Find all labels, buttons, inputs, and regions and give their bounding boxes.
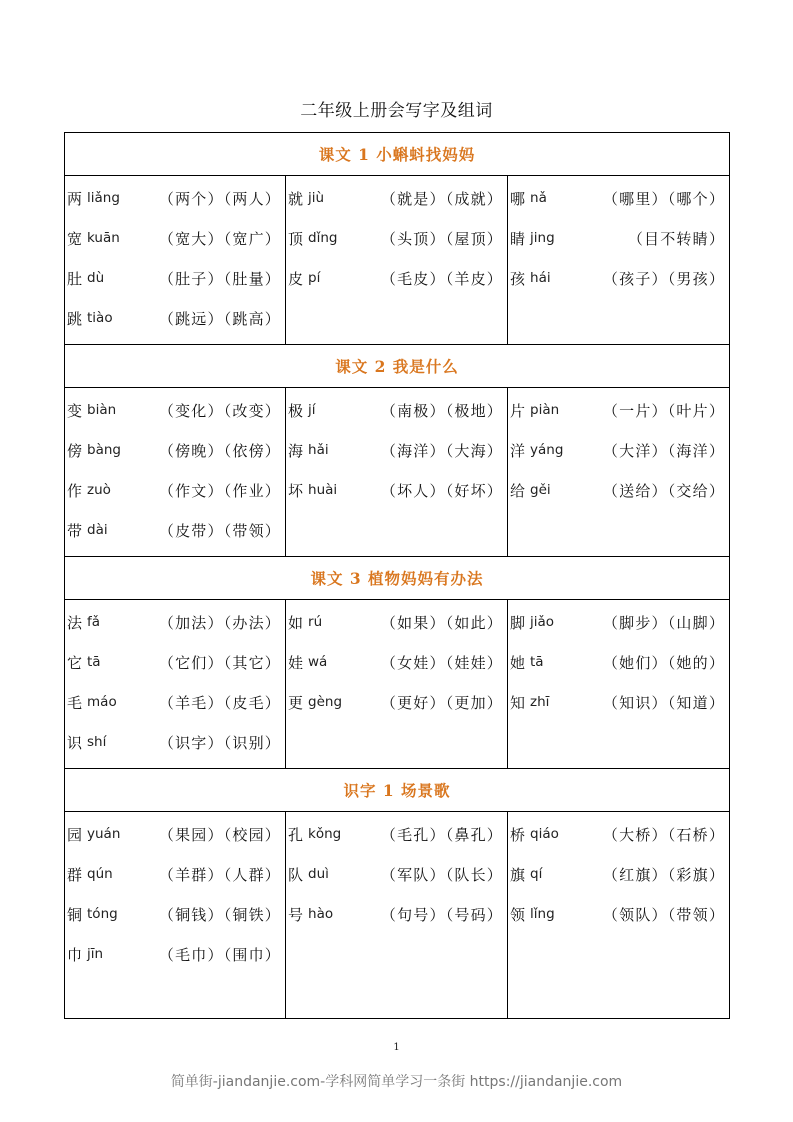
- word-entry: [65, 178, 285, 218]
- character: 队: [288, 865, 304, 884]
- pinyin: tā: [530, 654, 544, 670]
- character: 肚: [67, 269, 83, 288]
- word-groups: （毛巾）（围巾）: [158, 945, 281, 964]
- word-entry: [286, 814, 507, 854]
- word-groups: （宽大）（宽广）: [158, 229, 281, 248]
- pinyin: pí: [308, 270, 321, 286]
- word-entry: [286, 682, 507, 722]
- word-entry: [508, 218, 729, 258]
- pinyin: dù: [87, 270, 105, 286]
- word-groups: （铜钱）（铜铁）: [158, 905, 281, 924]
- word-entry: [286, 430, 507, 470]
- character: 法: [67, 613, 83, 632]
- pinyin: qí: [530, 866, 543, 882]
- word-groups: （皮带）（带领）: [158, 521, 281, 540]
- word-entry: [508, 470, 729, 510]
- word-column: [508, 600, 730, 769]
- character: 知: [510, 693, 526, 712]
- character: 号: [288, 905, 304, 924]
- word-entry: [65, 510, 285, 550]
- word-column: [65, 600, 286, 769]
- word-groups: （羊群）（人群）: [158, 865, 281, 884]
- word-groups: （哪里）（哪个）: [602, 189, 726, 208]
- character: 毛: [67, 693, 83, 712]
- pinyin: qiáo: [530, 826, 559, 842]
- character: 桥: [510, 825, 526, 844]
- word-entry: [508, 602, 729, 642]
- character: 旗: [510, 865, 526, 884]
- word-entry: [508, 682, 729, 722]
- character: 巾: [67, 945, 83, 964]
- word-groups: （作文）（作业）: [158, 481, 281, 500]
- section-body: [65, 812, 730, 1019]
- section-body: [65, 388, 730, 557]
- word-groups: （女娃）（娃娃）: [380, 653, 503, 672]
- character: 两: [67, 189, 83, 208]
- character: 顶: [288, 229, 304, 248]
- pinyin: kǒng: [308, 826, 342, 842]
- pinyin: máo: [87, 694, 117, 710]
- word-entry: [508, 178, 729, 218]
- character: 娃: [288, 653, 304, 672]
- word-groups: （海洋）（大海）: [380, 441, 503, 460]
- word-groups: （羊毛）（皮毛）: [158, 693, 281, 712]
- section-heading: 课文 2 我是什么: [65, 345, 730, 388]
- word-groups: （更好）（更加）: [380, 693, 503, 712]
- character: 识: [67, 733, 83, 752]
- character: 如: [288, 613, 304, 632]
- word-groups: （大洋）（海洋）: [602, 441, 726, 460]
- word-entry: [286, 390, 507, 430]
- character: 海: [288, 441, 304, 460]
- word-groups: （送给）（交给）: [602, 481, 726, 500]
- section-body: [65, 600, 730, 769]
- word-groups: （如果）（如此）: [380, 613, 503, 632]
- character: 极: [288, 401, 304, 420]
- character: 脚: [510, 613, 526, 632]
- pinyin: piàn: [530, 402, 560, 418]
- pinyin: gèng: [308, 694, 343, 710]
- section-header: [65, 557, 730, 600]
- character: 孩: [510, 269, 526, 288]
- word-entry: [65, 430, 285, 470]
- character: 皮: [288, 269, 304, 288]
- pinyin: kuān: [87, 230, 120, 246]
- pinyin: jiù: [308, 190, 325, 206]
- word-groups: （她们）（她的）: [602, 653, 726, 672]
- pinyin: jí: [308, 402, 316, 418]
- word-column: [508, 388, 730, 557]
- section-header: [65, 769, 730, 812]
- word-entry: [286, 894, 507, 934]
- character: 她: [510, 653, 526, 672]
- word-column: [65, 388, 286, 557]
- word-groups: （句号）（号码）: [380, 905, 503, 924]
- pinyin: fǎ: [87, 614, 101, 630]
- word-column: [286, 176, 508, 345]
- word-column: [65, 812, 286, 1019]
- word-table: [64, 132, 730, 1019]
- word-entry: [65, 602, 285, 642]
- word-entry: [65, 854, 285, 894]
- word-entry: [286, 470, 507, 510]
- character: 洋: [510, 441, 526, 460]
- word-groups: （两个）（两人）: [158, 189, 281, 208]
- pinyin: bàng: [87, 442, 121, 458]
- character: 领: [510, 905, 526, 924]
- word-column: [286, 812, 508, 1019]
- word-column: [286, 600, 508, 769]
- pinyin: lǐng: [530, 906, 555, 922]
- word-groups: （跳远）（跳高）: [158, 309, 281, 328]
- pinyin: gěi: [530, 482, 551, 498]
- word-groups: （红旗）（彩旗）: [602, 865, 726, 884]
- word-groups: （领队）（带领）: [602, 905, 726, 924]
- page-number: 1: [393, 1042, 400, 1053]
- word-groups: （肚子）（肚量）: [158, 269, 281, 288]
- word-entry: [286, 218, 507, 258]
- word-groups: （它们）（其它）: [158, 653, 281, 672]
- word-entry: [508, 894, 729, 934]
- pinyin: dài: [87, 522, 108, 538]
- word-column: [65, 176, 286, 345]
- word-groups: （果园）（校园）: [158, 825, 281, 844]
- section-heading: 识字 1 场景歌: [65, 769, 730, 812]
- word-entry: [286, 854, 507, 894]
- pinyin: tóng: [87, 906, 118, 922]
- character: 傍: [67, 441, 83, 460]
- page-title: 二年级上册会写字及组词: [300, 101, 493, 121]
- word-entry: [65, 218, 285, 258]
- character: 片: [510, 401, 526, 420]
- pinyin: jing: [530, 230, 555, 246]
- section-body: [65, 176, 730, 345]
- section-header: [65, 133, 730, 176]
- pinyin: liǎng: [87, 190, 120, 206]
- pinyin: tiào: [87, 310, 113, 326]
- character: 群: [67, 865, 83, 884]
- word-groups: （毛皮）（羊皮）: [380, 269, 503, 288]
- word-entry: [65, 934, 285, 974]
- word-entry: [286, 602, 507, 642]
- word-entry: [508, 854, 729, 894]
- word-entry: [65, 298, 285, 338]
- character: 就: [288, 189, 304, 208]
- pinyin: zhī: [530, 694, 550, 710]
- pinyin: wá: [308, 654, 328, 670]
- word-groups: （就是）（成就）: [380, 189, 503, 208]
- word-groups: （变化）（改变）: [158, 401, 281, 420]
- word-column: [286, 388, 508, 557]
- word-column: [508, 176, 730, 345]
- character: 坏: [288, 481, 304, 500]
- pinyin: yáng: [530, 442, 564, 458]
- word-entry: [65, 722, 285, 762]
- footer-watermark: 简单街-jiandanjie.com-学科网简单学习一条街 https://jiandanjie.com: [170, 1074, 623, 1090]
- word-entry: [286, 258, 507, 298]
- character: 睛: [510, 229, 526, 248]
- pinyin: shí: [87, 734, 107, 750]
- word-groups: （军队）（队长）: [380, 865, 503, 884]
- pinyin: jiǎo: [530, 614, 555, 630]
- word-groups: （知识）（知道）: [602, 693, 726, 712]
- pinyin: rú: [308, 614, 323, 630]
- pinyin: dǐng: [308, 230, 338, 246]
- section-heading: 课文 3 植物妈妈有办法: [65, 557, 730, 600]
- word-entry: [65, 682, 285, 722]
- character: 变: [67, 401, 83, 420]
- word-groups: （加法）（办法）: [158, 613, 281, 632]
- pinyin: huài: [308, 482, 338, 498]
- pinyin: duì: [308, 866, 329, 882]
- character: 宽: [67, 229, 83, 248]
- pinyin: yuán: [87, 826, 121, 842]
- pinyin: tā: [87, 654, 101, 670]
- word-entry: [65, 894, 285, 934]
- word-groups: （坏人）（好坏）: [380, 481, 503, 500]
- word-groups: （孩子）（男孩）: [602, 269, 726, 288]
- word-groups: （南极）（极地）: [380, 401, 503, 420]
- character: 给: [510, 481, 526, 500]
- character: 铜: [67, 905, 83, 924]
- word-groups: （识字）（识别）: [158, 733, 281, 752]
- word-entry: [508, 814, 729, 854]
- word-groups: （大桥）（石桥）: [602, 825, 726, 844]
- word-groups: （脚步）（山脚）: [602, 613, 726, 632]
- pinyin: nǎ: [530, 190, 547, 206]
- pinyin: qún: [87, 866, 113, 882]
- pinyin: biàn: [87, 402, 117, 418]
- pinyin: hǎi: [308, 442, 329, 458]
- word-entry: [65, 390, 285, 430]
- character: 带: [67, 521, 83, 540]
- character: 哪: [510, 189, 526, 208]
- character: 作: [67, 481, 83, 500]
- section-heading: 课文 1 小蝌蚪找妈妈: [65, 133, 730, 176]
- word-groups: （头顶）（屋顶）: [380, 229, 503, 248]
- pinyin: zuò: [87, 482, 111, 498]
- character: 园: [67, 825, 83, 844]
- word-entry: [508, 642, 729, 682]
- word-entry: [65, 814, 285, 854]
- word-entry: [286, 178, 507, 218]
- word-entry: [65, 642, 285, 682]
- section-header: [65, 345, 730, 388]
- word-groups: （毛孔）（鼻孔）: [380, 825, 503, 844]
- word-groups: （目不转睛）: [627, 229, 726, 248]
- pinyin: hái: [530, 270, 551, 286]
- pinyin: jīn: [87, 946, 104, 962]
- word-entry: [286, 642, 507, 682]
- word-entry: [508, 390, 729, 430]
- word-entry: [508, 258, 729, 298]
- character: 它: [67, 653, 83, 672]
- pinyin: hào: [308, 906, 334, 922]
- character: 跳: [67, 309, 83, 328]
- word-groups: （傍晚）（依傍）: [158, 441, 281, 460]
- character: 更: [288, 693, 304, 712]
- word-entry: [508, 430, 729, 470]
- word-groups: （一片）（叶片）: [602, 401, 726, 420]
- word-column: [508, 812, 730, 1019]
- word-entry: [65, 470, 285, 510]
- character: 孔: [288, 825, 304, 844]
- word-entry: [65, 258, 285, 298]
